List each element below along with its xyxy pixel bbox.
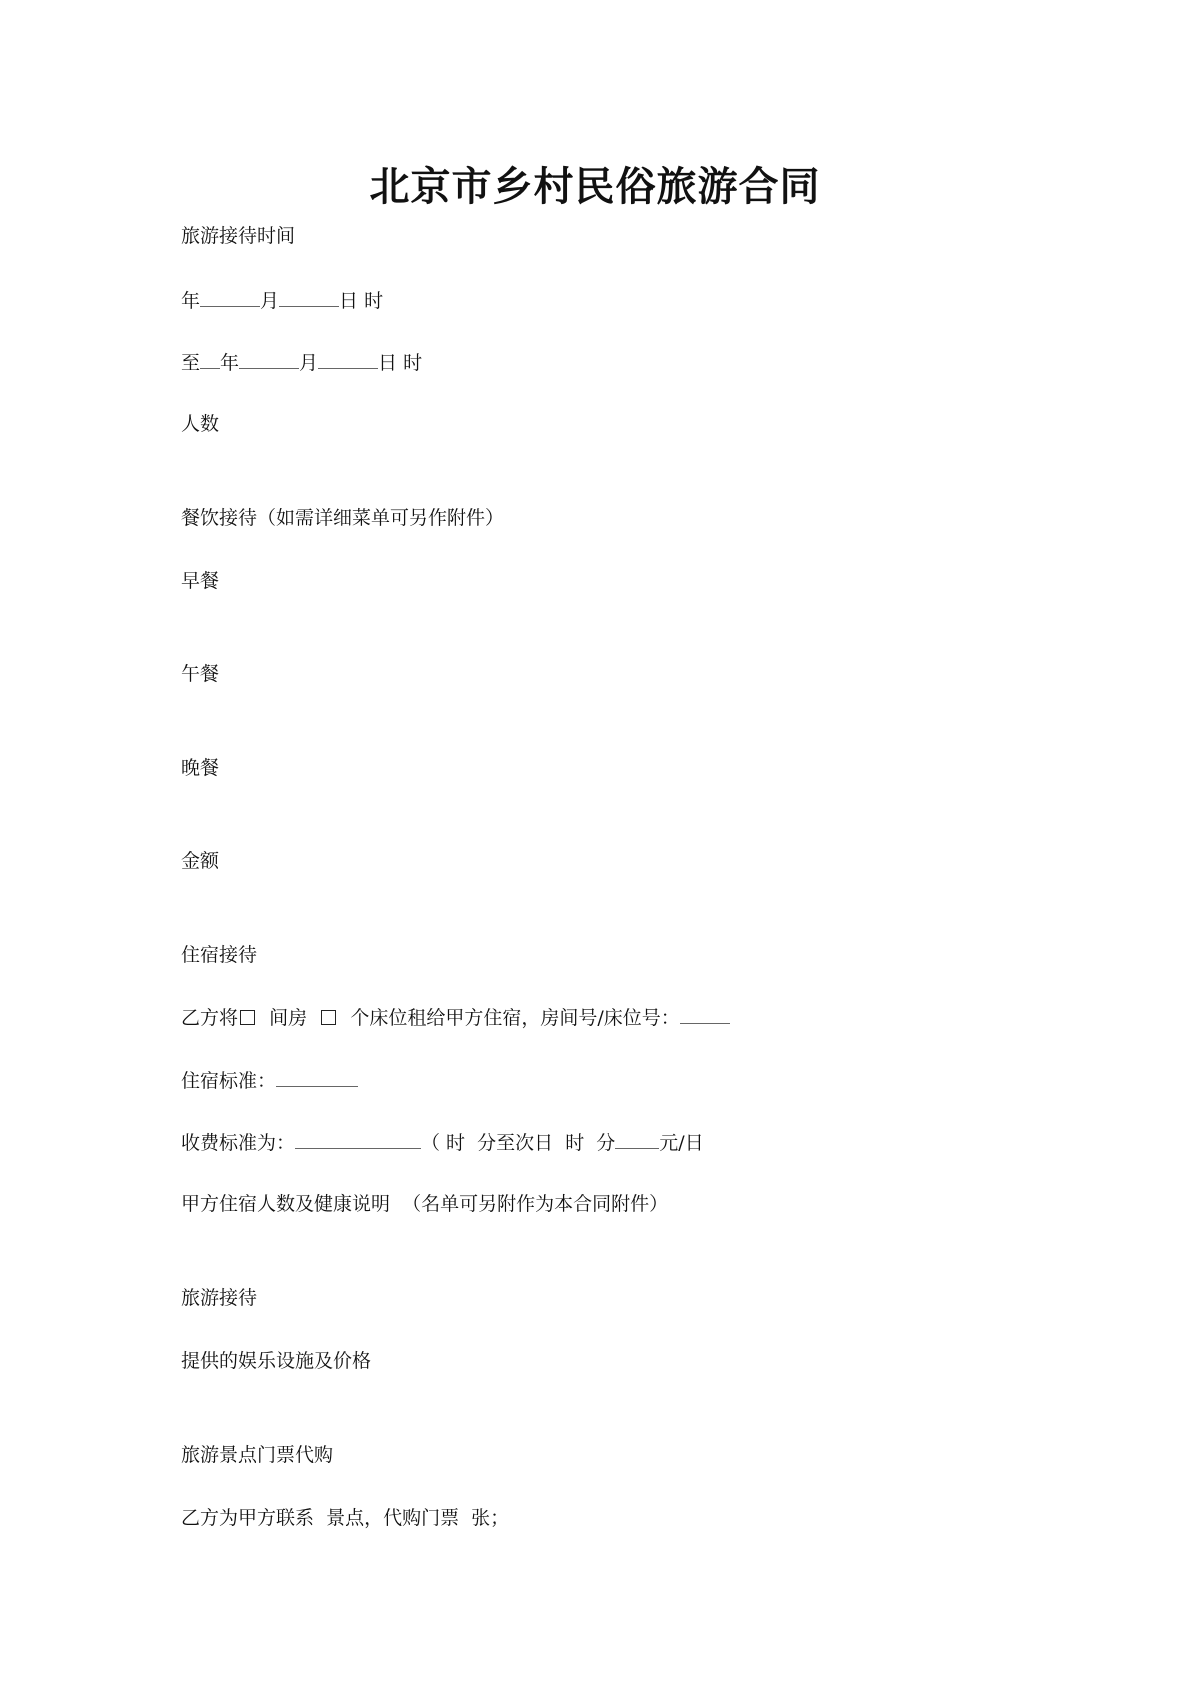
label-day: 日 [339, 290, 359, 312]
label-year: 年 [220, 352, 240, 374]
label-hour: 时 [364, 290, 384, 312]
fee-standard-label: 收费标准为： [181, 1132, 296, 1154]
tickets-line: 乙方为甲方联系 景点，代购门票 张； [181, 1507, 510, 1529]
label-month: 月 [299, 352, 319, 374]
section-heading-lodging: 住宿接待 [181, 944, 258, 966]
document-title: 北京市乡村民俗旅游合同 [369, 163, 821, 210]
label-hour: 时 [403, 352, 423, 374]
lodging-standard-line [181, 1068, 358, 1093]
blank-month-day[interactable] [279, 288, 339, 307]
blank-lodging-standard[interactable] [276, 1068, 358, 1087]
blank-month-day[interactable] [318, 350, 378, 369]
fee-standard-line [181, 1130, 704, 1155]
people-count-label: 人数 [181, 413, 220, 435]
label-day: 日 [378, 352, 398, 374]
time-to-line [181, 350, 422, 375]
blank-year-month[interactable] [200, 288, 260, 307]
guests-note: 甲方住宿人数及健康说明 （名单可另附作为本合同附件） [181, 1193, 669, 1215]
time-from-line [181, 288, 383, 313]
fee-unit-text: 元/日 [659, 1132, 704, 1154]
rooms-text-1: 乙方将 [181, 1007, 239, 1029]
checkbox-rooms[interactable] [240, 1010, 255, 1025]
blank-room-number[interactable] [680, 1005, 730, 1024]
blank-fee-amount[interactable] [615, 1130, 659, 1149]
facilities-label: 提供的娱乐设施及价格 [181, 1350, 372, 1372]
breakfast-label: 早餐 [181, 570, 220, 592]
blank-year-month[interactable] [239, 350, 299, 369]
checkbox-beds[interactable] [321, 1010, 336, 1025]
dinner-label: 晚餐 [181, 757, 220, 779]
section-heading-tourism: 旅游接待 [181, 1287, 258, 1309]
blank-year[interactable] [200, 350, 220, 369]
rooms-text-3: 个床位租给甲方住宿，房间号/床位号： [350, 1007, 680, 1029]
section-heading-time: 旅游接待时间 [181, 225, 296, 247]
section-heading-catering: 餐饮接待（如需详细菜单可另作附件） [181, 507, 505, 529]
label-to: 至 [181, 352, 201, 374]
amount-label: 金额 [181, 850, 220, 872]
lunch-label: 午餐 [181, 663, 220, 685]
lodging-standard-label: 住宿标准： [181, 1070, 277, 1092]
label-month: 月 [260, 290, 280, 312]
fee-time-text: （ 时 分至次日 时 分 [421, 1132, 616, 1154]
section-heading-tickets: 旅游景点门票代购 [181, 1444, 334, 1466]
rooms-line [181, 1005, 730, 1030]
rooms-text-2: 间房 [269, 1007, 308, 1029]
label-year: 年 [181, 290, 201, 312]
blank-fee-standard[interactable] [295, 1130, 421, 1149]
